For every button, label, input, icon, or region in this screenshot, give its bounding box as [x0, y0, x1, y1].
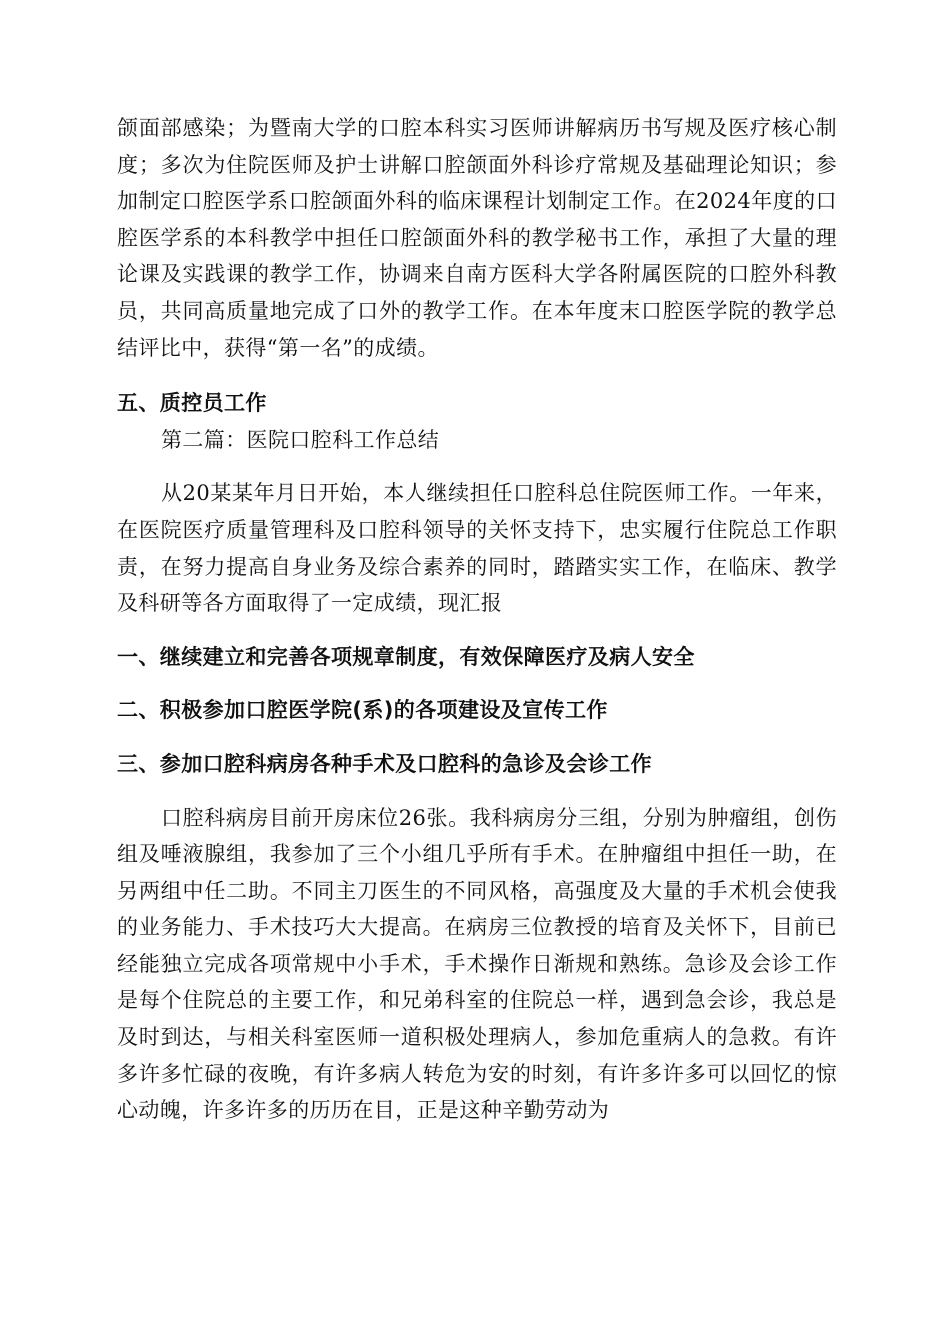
heading-quality-control: 五、质控员工作 [117, 391, 267, 416]
heading-construction: 二、积极参加口腔医学院(系)的各项建设及宣传工作 [117, 698, 608, 723]
heading-surgery: 三、参加口腔科病房各种手术及口腔科的急诊及会诊工作 [117, 751, 652, 776]
paragraph-teaching: 颌面部感染；为暨南大学的口腔本科实习医师讲解病历书写规及医疗核心制度；多次为住院医师及护士讲解口腔颌面外科诊疗常规及基础理论知识；参加制定口腔医学系口腔颌面外科的临床课程计划制定工作。在2024年度的口腔医学系的本科教学中担任口腔颌面外科的教学秘书工作，承担了大量的理论课及实践课的教学工作，协调来自南方医科大学各附属医院的口腔外科教员，共同高质量地完成了口外的教学工作。在本年度末口腔医学院的教学总结评比中，获得“第一名”的成绩。 [117, 116, 837, 360]
document-page [117, 110, 837, 1129]
paragraph-intro: 从20某某年月日开始，本人继续担任口腔科总住院医师工作。一年来，在医院医疗质量管理科及口腔科领导的关怀支持下，忠实履行住院总工作职责，在努力提高自身业务及综合素养的同时，踏踏实实工作，在临床、教学及科研等各方面取得了一定成绩，现汇报 [117, 481, 837, 616]
paragraph-surgery: 口腔科病房目前开房床位26张。我科病房分三组，分别为肿瘤组，创伤组及唾液腺组，我参加了三个小组几乎所有手术。在肿瘤组中担任一助，在另两组中任二助。不同主刀医生的不同风格，高强度及大量的手术机会使我的业务能力、手术技巧大大提高。在病房三位教授的培育及关怀下，目前已经能独立完成各项常规中小手术，手术操作日渐规和熟练。急诊及会诊工作是每个住院总的主要工作，和兄弟科室的住院总一样，遇到急会诊，我总是及时到达，与相关科室医师一道积极处理病人，参加危重病人的急救。有许多许多忙碌的夜晚，有许多病人转危为安的时刻，有许多许多可以回忆的惊心动魄，许多许多的历历在目，正是这种辛勤劳动为 [117, 805, 837, 1123]
heading-regulations: 一、继续建立和完善各项规章制度，有效保障医疗及病人安全 [117, 644, 695, 669]
section-subtitle: 第二篇：医院口腔科工作总结 [161, 427, 440, 452]
